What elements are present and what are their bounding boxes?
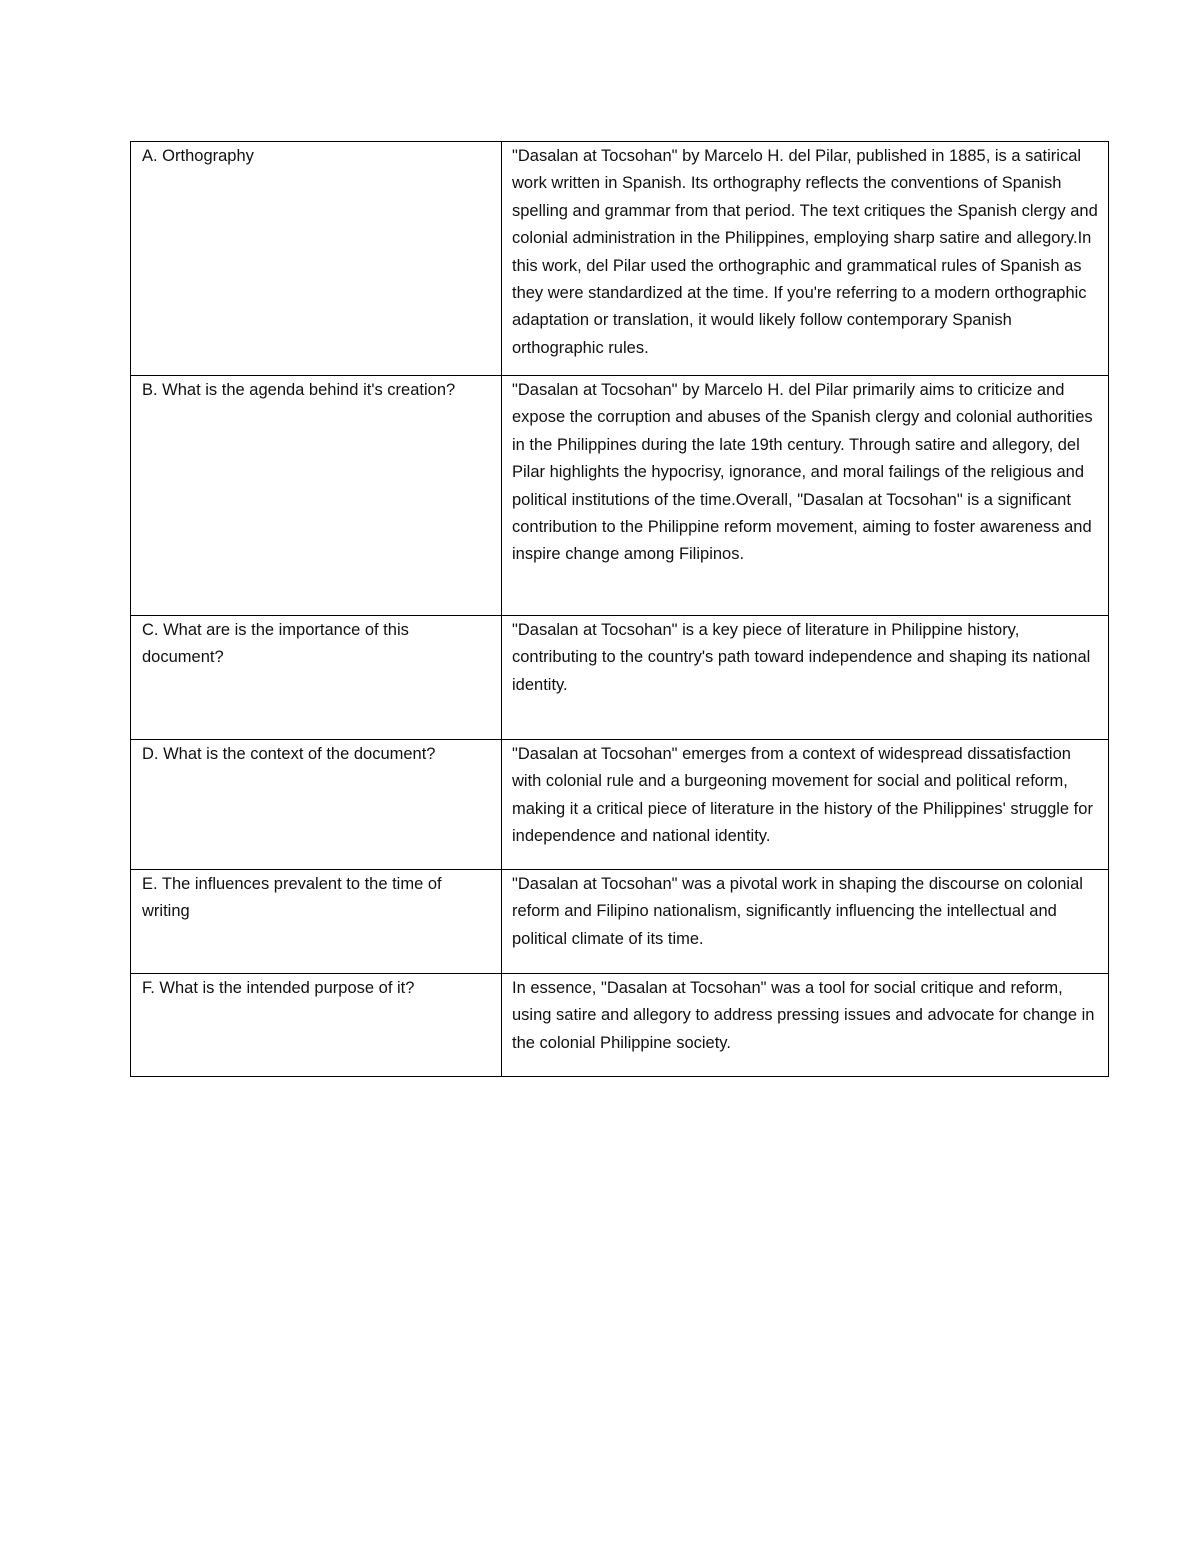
- table-row: [131, 142, 1109, 376]
- question-cell: D. What is the context of the document?: [131, 740, 502, 870]
- answer-cell: "Dasalan at Tocsohan" emerges from a context of widespread dissatisfaction with colonial rule and a burgeoning movement for social and political reform, making it a critical piece of literature in the history of the Philippines' struggle for independence and national identity.: [502, 740, 1109, 870]
- table-row: [131, 974, 1109, 1077]
- question-cell: C. What are is the importance of this document?: [131, 616, 502, 740]
- table-row: [131, 376, 1109, 616]
- answer-cell: "Dasalan at Tocsohan" was a pivotal work in shaping the discourse on colonial reform and Filipino nationalism, significantly influencing the intellectual and political climate of its time.: [502, 870, 1109, 974]
- table-row: [131, 616, 1109, 740]
- question-cell: F. What is the intended purpose of it?: [131, 974, 502, 1077]
- answer-cell: "Dasalan at Tocsohan" is a key piece of literature in Philippine history, contributing to the country's path toward independence and shaping its national identity.: [502, 616, 1109, 740]
- table-row: [131, 740, 1109, 870]
- document-table: [130, 141, 1109, 1077]
- question-cell: E. The influences prevalent to the time of writing: [131, 870, 502, 974]
- table-row: [131, 870, 1109, 974]
- question-cell: A. Orthography: [131, 142, 502, 376]
- answer-cell: "Dasalan at Tocsohan" by Marcelo H. del Pilar primarily aims to criticize and expose the corruption and abuses of the Spanish clergy and colonial authorities in the Philippines during the late 19th century. Through satire and allegory, del Pilar highlights the hypocrisy, ignorance, and moral failings of the religious and political institutions of the time.Overall, "Dasalan at Tocsohan" is a significant contribution to the Philippine reform movement, aiming to foster awareness and inspire change among Filipinos.: [502, 376, 1109, 616]
- question-cell: B. What is the agenda behind it's creation?: [131, 376, 502, 616]
- answer-cell: "Dasalan at Tocsohan" by Marcelo H. del Pilar, published in 1885, is a satirical work written in Spanish. Its orthography reflects the conventions of Spanish spelling and grammar from that period. The text critiques the Spanish clergy and colonial administration in the Philippines, employing sharp satire and allegory.In this work, del Pilar used the orthographic and grammatical rules of Spanish as they were standardized at the time. If you're referring to a modern orthographic adaptation or translation, it would likely follow contemporary Spanish orthographic rules.: [502, 142, 1109, 376]
- answer-cell: In essence, "Dasalan at Tocsohan" was a tool for social critique and reform, using satire and allegory to address pressing issues and advocate for change in the colonial Philippine society.: [502, 974, 1109, 1077]
